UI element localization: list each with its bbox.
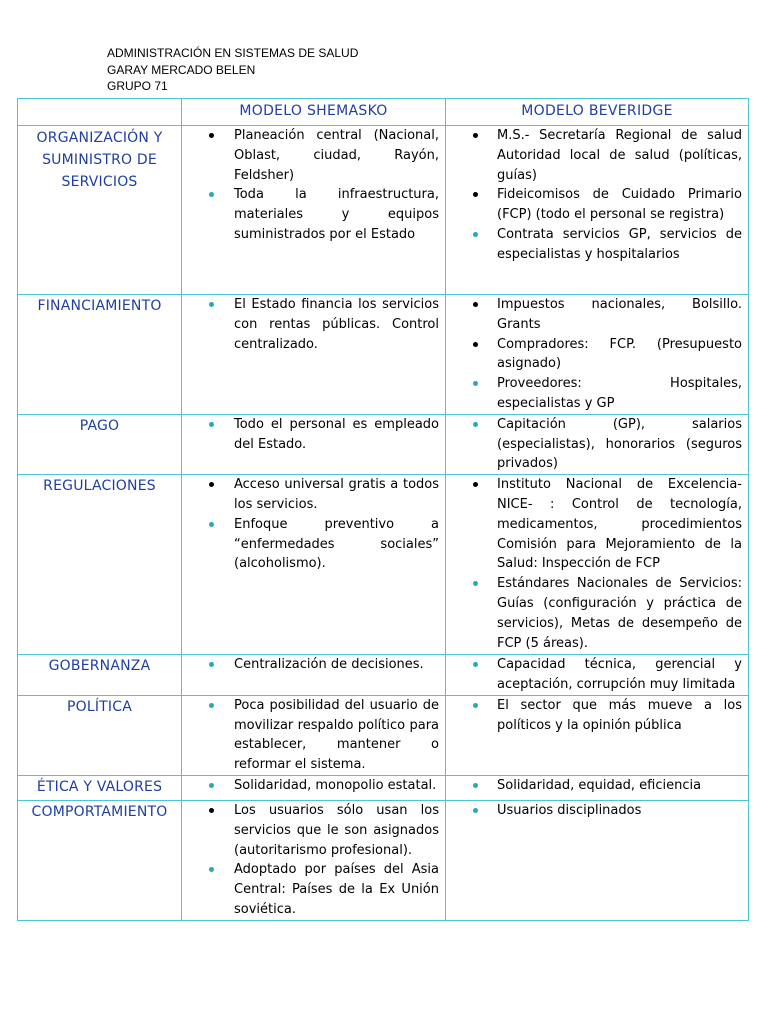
list-item: Enfoque preventivo a “enfermedades sociales” (alcoholismo). [188, 515, 439, 574]
list-item: Solidaridad, monopolio estatal. [188, 776, 439, 796]
list-item: Poca posibilidad del usuario de movilizar respaldo político para establecer, mantener o reformar el sistema. [188, 696, 439, 775]
shemasko-cell [182, 800, 446, 920]
shemasko-cell [182, 655, 446, 696]
list-item: Centralización de decisiones. [188, 655, 439, 675]
list-item: Solidaridad, equidad, eficiencia [452, 776, 742, 796]
document-header [107, 45, 358, 95]
row-label-pago: PAGO [18, 414, 182, 474]
list-item: Adoptado por países del Asia Central: Países de la Ex Unión soviética. [188, 860, 439, 919]
table-row [18, 775, 749, 800]
beveridge-cell [446, 695, 749, 775]
table-row [18, 126, 749, 295]
beveridge-cell [446, 655, 749, 696]
list-item: Toda la infraestructura, materiales y equipos suministrados por el Estado [188, 185, 439, 244]
table-header-row [18, 99, 749, 126]
row-label-financiamiento: FINANCIAMIENTO [18, 295, 182, 415]
table-row [18, 800, 749, 920]
row-label-organizacion: ORGANIZACIÓN Y SUMINISTRO DE SERVICIOS [18, 126, 182, 295]
list-item: Capacidad técnica, gerencial y aceptación, corrupción muy limitada [452, 655, 742, 695]
list-item: Estándares Nacionales de Servicios: Guías (configuración y práctica de servicios), Metas de desempeño de FCP (5 áreas). [452, 574, 742, 653]
list-item: El Estado financia los servicios con rentas públicas. Control centralizado. [188, 295, 439, 354]
beveridge-cell [446, 414, 749, 474]
course-title: ADMINISTRACIÓN EN SISTEMAS DE SALUD [107, 46, 359, 60]
list-item: Usuarios disciplinados [452, 801, 742, 821]
list-item: Acceso universal gratis a todos los servicios. [188, 475, 439, 515]
row-label-etica: ÉTICA Y VALORES [18, 775, 182, 800]
list-item: Todo el personal es empleado del Estado. [188, 415, 439, 455]
list-item: Los usuarios sólo usan los servicios que le son asignados (autoritarismo profesional). [188, 801, 439, 860]
beveridge-cell [446, 775, 749, 800]
row-label-gobernanza: GOBERNANZA [18, 655, 182, 696]
shemasko-cell [182, 695, 446, 775]
shemasko-cell [182, 126, 446, 295]
table-row [18, 655, 749, 696]
beveridge-cell [446, 800, 749, 920]
list-item: Fideicomisos de Cuidado Primario (FCP) (todo el personal se registra) [452, 185, 742, 225]
comparison-table [17, 98, 749, 921]
list-item: Planeación central (Nacional, Oblast, ciudad, Rayón, Feldsher) [188, 126, 439, 185]
list-item: Contrata servicios GP, servicios de especialistas y hospitalarios [452, 225, 742, 265]
list-item: Instituto Nacional de Excelencia- NICE- : Control de tecnología, medicamentos, procedimientos Comisión para Mejoramiento de la Salud: Inspección de FCP [452, 475, 742, 574]
beveridge-cell [446, 295, 749, 415]
row-label-politica: POLÍTICA [18, 695, 182, 775]
header-shemasko: MODELO SHEMASKO [182, 99, 446, 126]
student-name: GARAY MERCADO BELEN [107, 62, 256, 77]
beveridge-cell [446, 475, 749, 655]
table-row [18, 295, 749, 415]
list-item: Capitación (GP), salarios (especialistas), honorarios (seguros privados) [452, 415, 742, 474]
shemasko-cell [182, 414, 446, 474]
row-label-comportamiento: COMPORTAMIENTO [18, 800, 182, 920]
list-item: Compradores: FCP. (Presupuesto asignado) [452, 335, 742, 375]
list-item: Impuestos nacionales, Bolsillo. Grants [452, 295, 742, 335]
list-item: M.S.- Secretaría Regional de salud Autoridad local de salud (políticas, guías) [452, 126, 742, 185]
list-item: El sector que más mueve a los políticos y la opinión pública [452, 696, 742, 736]
table-row [18, 475, 749, 655]
header-beveridge: MODELO BEVERIDGE [446, 99, 749, 126]
table-row [18, 695, 749, 775]
shemasko-cell [182, 775, 446, 800]
header-empty-cell [18, 99, 182, 126]
shemasko-cell [182, 475, 446, 655]
list-item: Proveedores: Hospitales, especialistas y GP [452, 374, 742, 414]
row-label-regulaciones: REGULACIONES [18, 475, 182, 655]
beveridge-cell [446, 126, 749, 295]
group-number: GRUPO 71 [107, 79, 168, 93]
table-row [18, 414, 749, 474]
shemasko-cell [182, 295, 446, 415]
